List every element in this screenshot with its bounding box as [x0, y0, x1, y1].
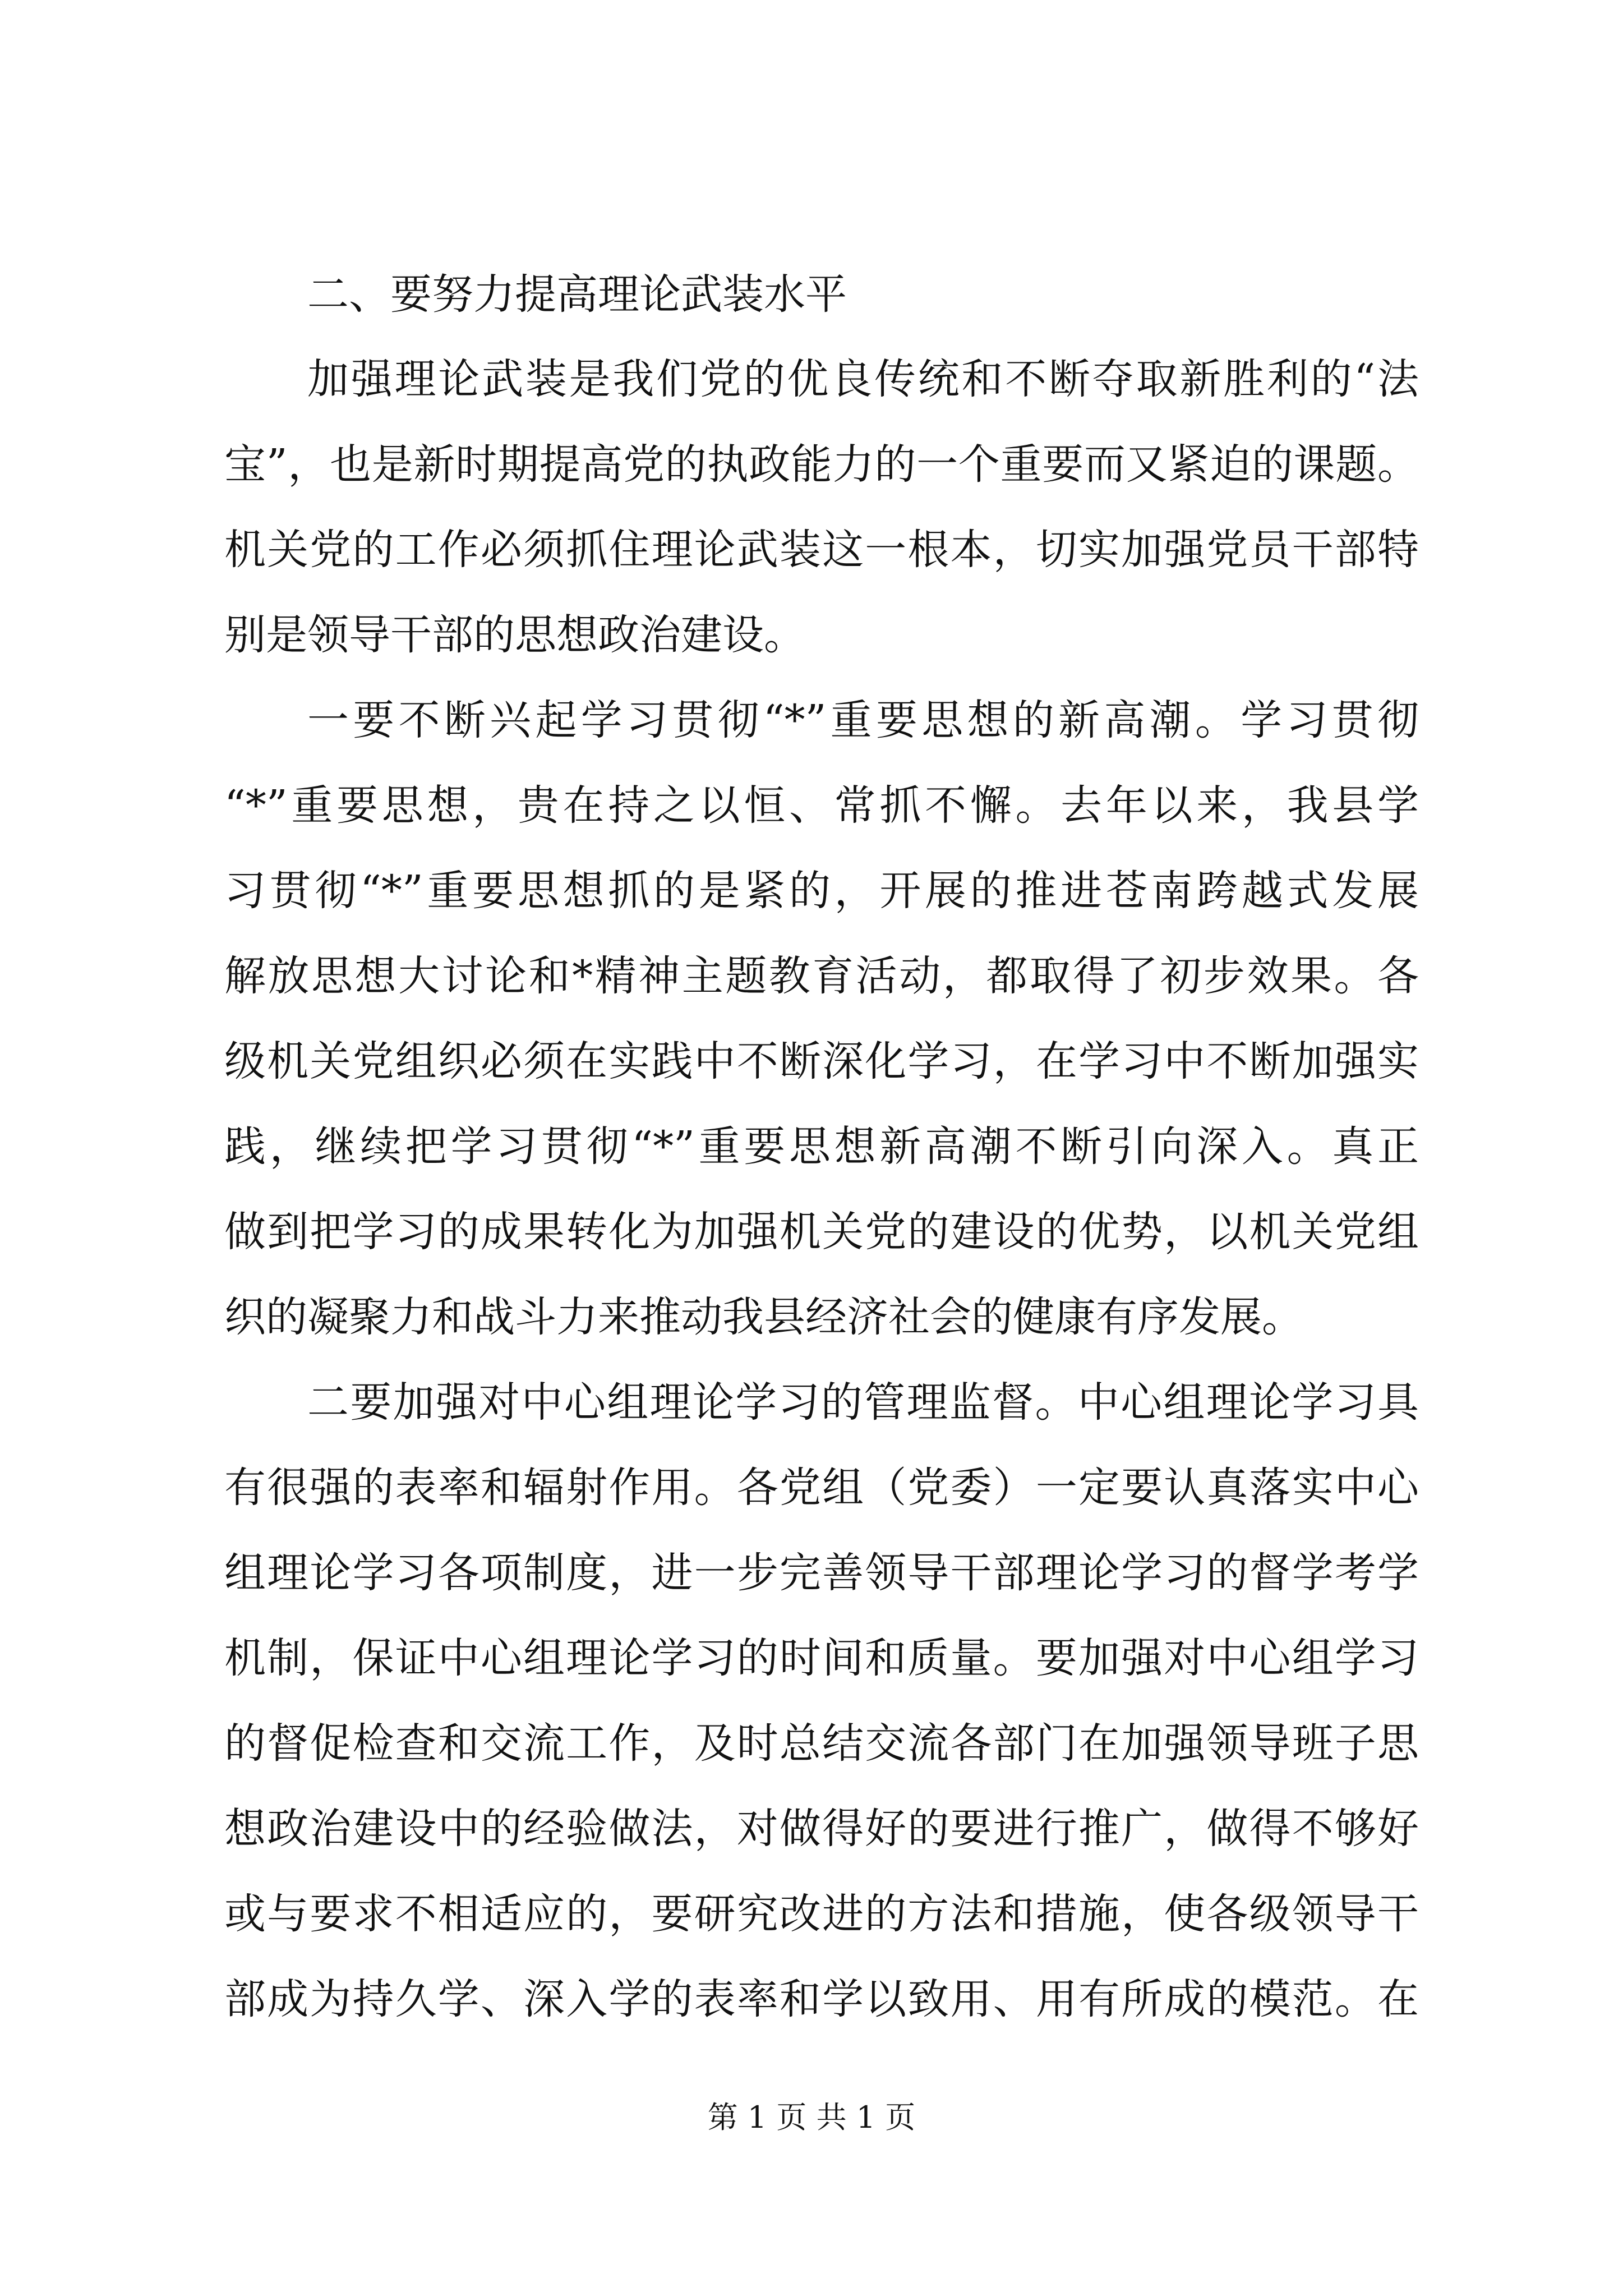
paragraph-line: 习贯彻“*”重要思想抓的是紧的，开展的推进苍南跨越式发展 — [224, 867, 1419, 915]
page-footer: 第 1 页 共 1 页 — [707, 2100, 916, 2135]
paragraph-1 — [224, 337, 1419, 678]
paragraph-line: 部成为持久学、深入学的表率和学以致用、用有所成的模范。在 — [224, 1975, 1419, 2023]
paragraph-line: 级机关党组织必须在实践中不断深化学习，在学习中不断加强实 — [224, 1037, 1419, 1085]
paragraph-line: 想政治建设中的经验做法，对做得好的要进行推广，做得不够好 — [224, 1805, 1419, 1853]
paragraph-line: 织的凝聚力和战斗力来推动我县经济社会的健康有序发展。 — [224, 1293, 1303, 1341]
paragraph-line: 践，继续把学习贯彻“*”重要思想新高潮不断引向深入。真正 — [224, 1122, 1419, 1171]
paragraph-line: 机关党的工作必须抓住理论武装这一根本，切实加强党员干部特 — [224, 526, 1419, 574]
paragraph-line: 解放思想大讨论和*精神主题教育活动，都取得了初步效果。各 — [224, 952, 1419, 1000]
paragraph-line: 有很强的表率和辐射作用。各党组（党委）一定要认真落实中心 — [224, 1464, 1419, 1512]
paragraph-line: 别是领导干部的思想政治建设。 — [224, 611, 805, 659]
section-heading: 二、要努力提高理论武装水平 — [307, 270, 847, 319]
paragraph-line: 组理论学习各项制度，进一步完善领导干部理论学习的督学考学 — [224, 1549, 1419, 1597]
paragraph-line: 宝”，也是新时期提高党的执政能力的一个重要而又紧迫的课题。 — [224, 440, 1419, 489]
document-body — [224, 252, 1419, 2042]
paragraph-line: 的督促检查和交流工作，及时总结交流各部门在加强领导班子思 — [224, 1719, 1419, 1768]
paragraph-line: 机制，保证中心组理论学习的时间和质量。要加强对中心组学习 — [224, 1634, 1419, 1682]
paragraph-line: 一要不断兴起学习贯彻“*”重要思想的新高潮。学习贯彻 — [307, 696, 1419, 744]
paragraph-line: 二要加强对中心组理论学习的管理监督。中心组理论学习具 — [307, 1378, 1419, 1427]
paragraph-line: 加强理论武装是我们党的优良传统和不断夺取新胜利的“法 — [307, 355, 1419, 403]
paragraph-line: 做到把学习的成果转化为加强机关党的建设的优势，以机关党组 — [224, 1208, 1419, 1256]
paragraph-3 — [224, 1360, 1419, 2042]
paragraph-2 — [224, 678, 1419, 1360]
paragraph-line: “*”重要思想，贵在持之以恒、常抓不懈。去年以来，我县学 — [224, 781, 1419, 830]
paragraph-line: 或与要求不相适应的，要研究改进的方法和措施，使各级领导干 — [224, 1890, 1419, 1938]
